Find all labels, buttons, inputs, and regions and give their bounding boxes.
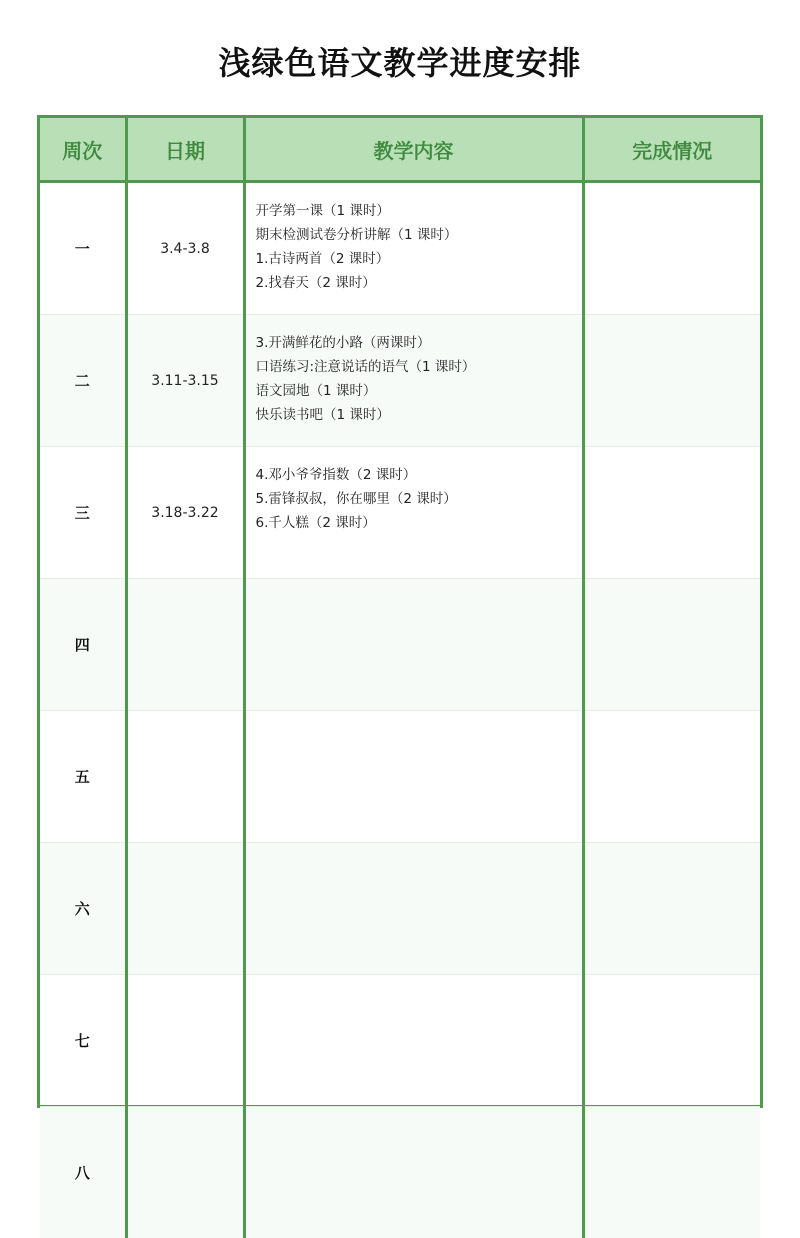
week-cell: 二 bbox=[40, 315, 126, 447]
content-line: 快乐读书吧（1 课时） bbox=[256, 403, 572, 427]
date-cell: 3.11-3.15 bbox=[126, 315, 244, 447]
page-title: 浅绿色语文教学进度安排 bbox=[0, 38, 800, 84]
table-header-row bbox=[40, 118, 760, 182]
content-line: 4.邓小爷爷指数（2 课时） bbox=[256, 463, 572, 487]
content-line: 1.古诗两首（2 课时） bbox=[256, 247, 572, 271]
week-cell: 三 bbox=[40, 447, 126, 579]
content-cell bbox=[244, 975, 583, 1107]
table-row bbox=[40, 579, 760, 711]
table-row bbox=[40, 1107, 760, 1238]
date-cell bbox=[126, 1107, 244, 1238]
status-cell bbox=[583, 315, 760, 447]
content-line: 语文园地（1 课时） bbox=[256, 379, 572, 403]
table-row bbox=[40, 447, 760, 579]
table-row bbox=[40, 182, 760, 315]
content-cell bbox=[244, 447, 583, 579]
schedule-table bbox=[37, 115, 763, 1108]
header-date: 日期 bbox=[126, 118, 244, 182]
status-cell bbox=[583, 1107, 760, 1238]
status-cell bbox=[583, 182, 760, 315]
date-cell: 3.18-3.22 bbox=[126, 447, 244, 579]
date-cell bbox=[126, 579, 244, 711]
content-cell bbox=[244, 579, 583, 711]
content-line: 开学第一课（1 课时） bbox=[256, 199, 572, 223]
date-cell bbox=[126, 975, 244, 1107]
content-line: 3.开满鲜花的小路（两课时） bbox=[256, 331, 572, 355]
content-line: 2.找春天（2 课时） bbox=[256, 271, 572, 295]
week-cell: 四 bbox=[40, 579, 126, 711]
content-cell bbox=[244, 1107, 583, 1238]
content-line: 期末检测试卷分析讲解（1 课时） bbox=[256, 223, 572, 247]
status-cell bbox=[583, 975, 760, 1107]
week-cell: 七 bbox=[40, 975, 126, 1107]
content-line: 口语练习:注意说话的语气（1 课时） bbox=[256, 355, 572, 379]
table-row bbox=[40, 711, 760, 843]
date-cell: 3.4-3.8 bbox=[126, 182, 244, 315]
content-line: 6.千人糕（2 课时） bbox=[256, 511, 572, 535]
week-cell: 六 bbox=[40, 843, 126, 975]
status-cell bbox=[583, 711, 760, 843]
table-row bbox=[40, 975, 760, 1107]
content-cell bbox=[244, 711, 583, 843]
week-cell: 五 bbox=[40, 711, 126, 843]
status-cell bbox=[583, 447, 760, 579]
table-row bbox=[40, 315, 760, 447]
date-cell bbox=[126, 711, 244, 843]
content-cell bbox=[244, 843, 583, 975]
header-content: 教学内容 bbox=[244, 118, 583, 182]
date-cell bbox=[126, 843, 244, 975]
header-week: 周次 bbox=[40, 118, 126, 182]
content-cell bbox=[244, 315, 583, 447]
table-row bbox=[40, 843, 760, 975]
content-cell bbox=[244, 182, 583, 315]
header-status: 完成情况 bbox=[583, 118, 760, 182]
status-cell bbox=[583, 843, 760, 975]
status-cell bbox=[583, 579, 760, 711]
week-cell: 八 bbox=[40, 1107, 126, 1238]
content-line: 5.雷锋叔叔，你在哪里（2 课时） bbox=[256, 487, 572, 511]
week-cell: 一 bbox=[40, 182, 126, 315]
